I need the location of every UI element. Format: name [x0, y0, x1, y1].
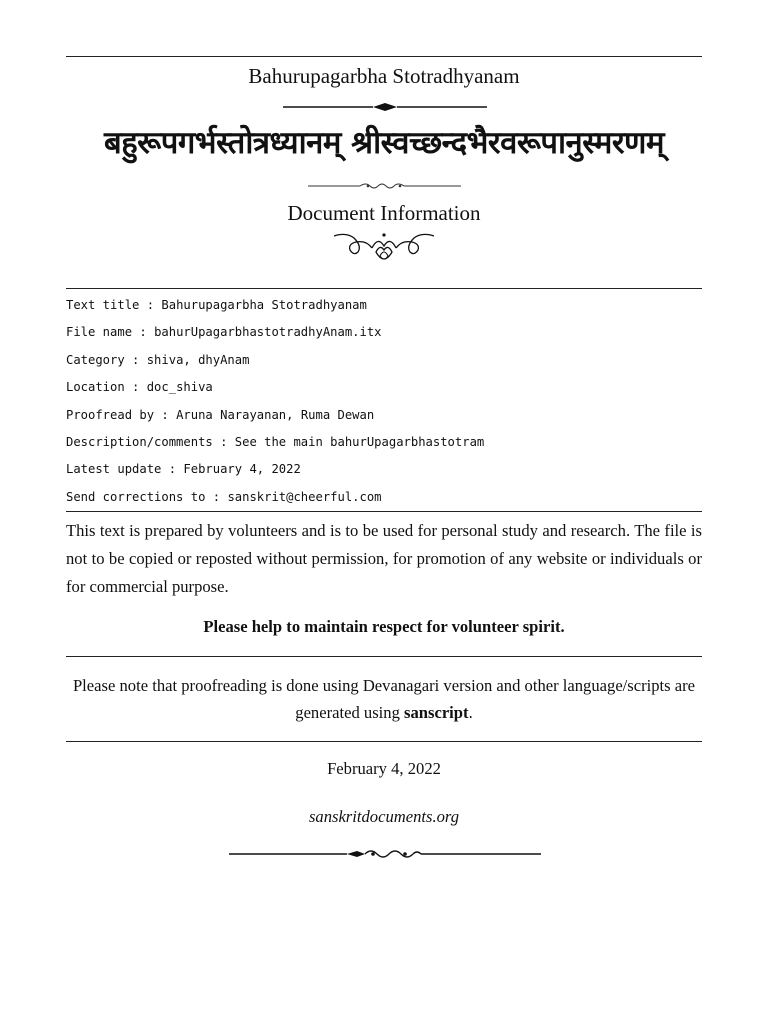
sanscript-label: sanscript [404, 703, 469, 722]
metadata-label: Latest update [66, 462, 162, 477]
top-rule [66, 56, 702, 57]
metadata-value: See the main bahurUpagarbhastotram [234, 434, 485, 449]
metadata-value: Bahurupagarbha Stotradhyanam [161, 298, 367, 312]
devanagari-title: बहुरूपगर्भस्तोत्रध्यानम् श्रीस्वच्छन्दभैरवरूपानुस्मरणम् [104, 125, 664, 161]
footer-scroll-ornament-icon [229, 846, 541, 862]
footer-site: sanskritdocuments.org [308, 807, 460, 826]
section-heading: Document Information [287, 201, 481, 225]
metadata-top-rule [66, 288, 702, 289]
metadata-bottom-rule [66, 511, 702, 512]
usage-notice-paragraph: This text is prepared by volunteers and is to be used for personal study and research. The file is not to be copied or reposted without permission, for promotion of any website or individuals or for commercial purpose. [66, 521, 702, 596]
metadata-item-file-name: File name : bahurUpagarbhastotradhyAnam.itx [66, 325, 382, 340]
metadata-item-location: Location : doc_shiva [66, 380, 213, 395]
fleuron-ornament-icon [332, 226, 436, 266]
metadata-value: Aruna Narayanan, Ruma Dewan [176, 407, 375, 422]
metadata-label: Location [66, 380, 125, 395]
metadata-value: February 4, 2022 [183, 462, 301, 477]
metadata-item-category: Category : shiva, dhyAnam [66, 352, 250, 367]
metadata-label: Category [66, 352, 125, 367]
notice-rule [66, 656, 702, 657]
line-ornament-icon [283, 100, 487, 114]
metadata-item-text-title: Text title : Bahurupagarbha Stotradhyanam [66, 298, 367, 312]
metadata-item-send-corrections: Send corrections to : sanskrit@cheerful.com [66, 489, 382, 504]
proofreading-period: . [468, 703, 473, 722]
volunteer-spirit-note: Please help to maintain respect for volunteer spirit. [203, 617, 565, 636]
proofreading-text: Please note that proofreading is done using Devanagari version and other language/scripts are generated using [72, 676, 696, 722]
metadata-value: bahurUpagarbhastotradhyAnam.itx [154, 325, 382, 340]
metadata-item-latest-update: Latest update : February 4, 2022 [66, 462, 301, 477]
metadata-value: shiva, dhyAnam [146, 352, 250, 367]
small-scroll-ornament-icon [308, 180, 461, 192]
metadata-item-description: Description/comments : See the main bahurUpagarbhastotram [66, 434, 485, 449]
footer-rule [66, 741, 702, 742]
metadata-item-proofread-by: Proofread by : Aruna Narayanan, Ruma Dewan [66, 407, 375, 422]
metadata-label: Send corrections to [66, 489, 206, 504]
metadata-label: Description/comments [66, 434, 213, 449]
proofreading-note [66, 672, 702, 726]
document-title: Bahurupagarbha Stotradhyanam [248, 64, 520, 88]
metadata-value: sanskrit@cheerful.com [227, 489, 382, 504]
metadata-value: doc_shiva [146, 380, 213, 395]
metadata-label: File name [66, 325, 133, 340]
metadata-label: Proofread by [66, 407, 155, 422]
metadata-list [66, 296, 702, 515]
footer-date: February 4, 2022 [327, 759, 441, 778]
metadata-label: Text title [66, 298, 140, 312]
